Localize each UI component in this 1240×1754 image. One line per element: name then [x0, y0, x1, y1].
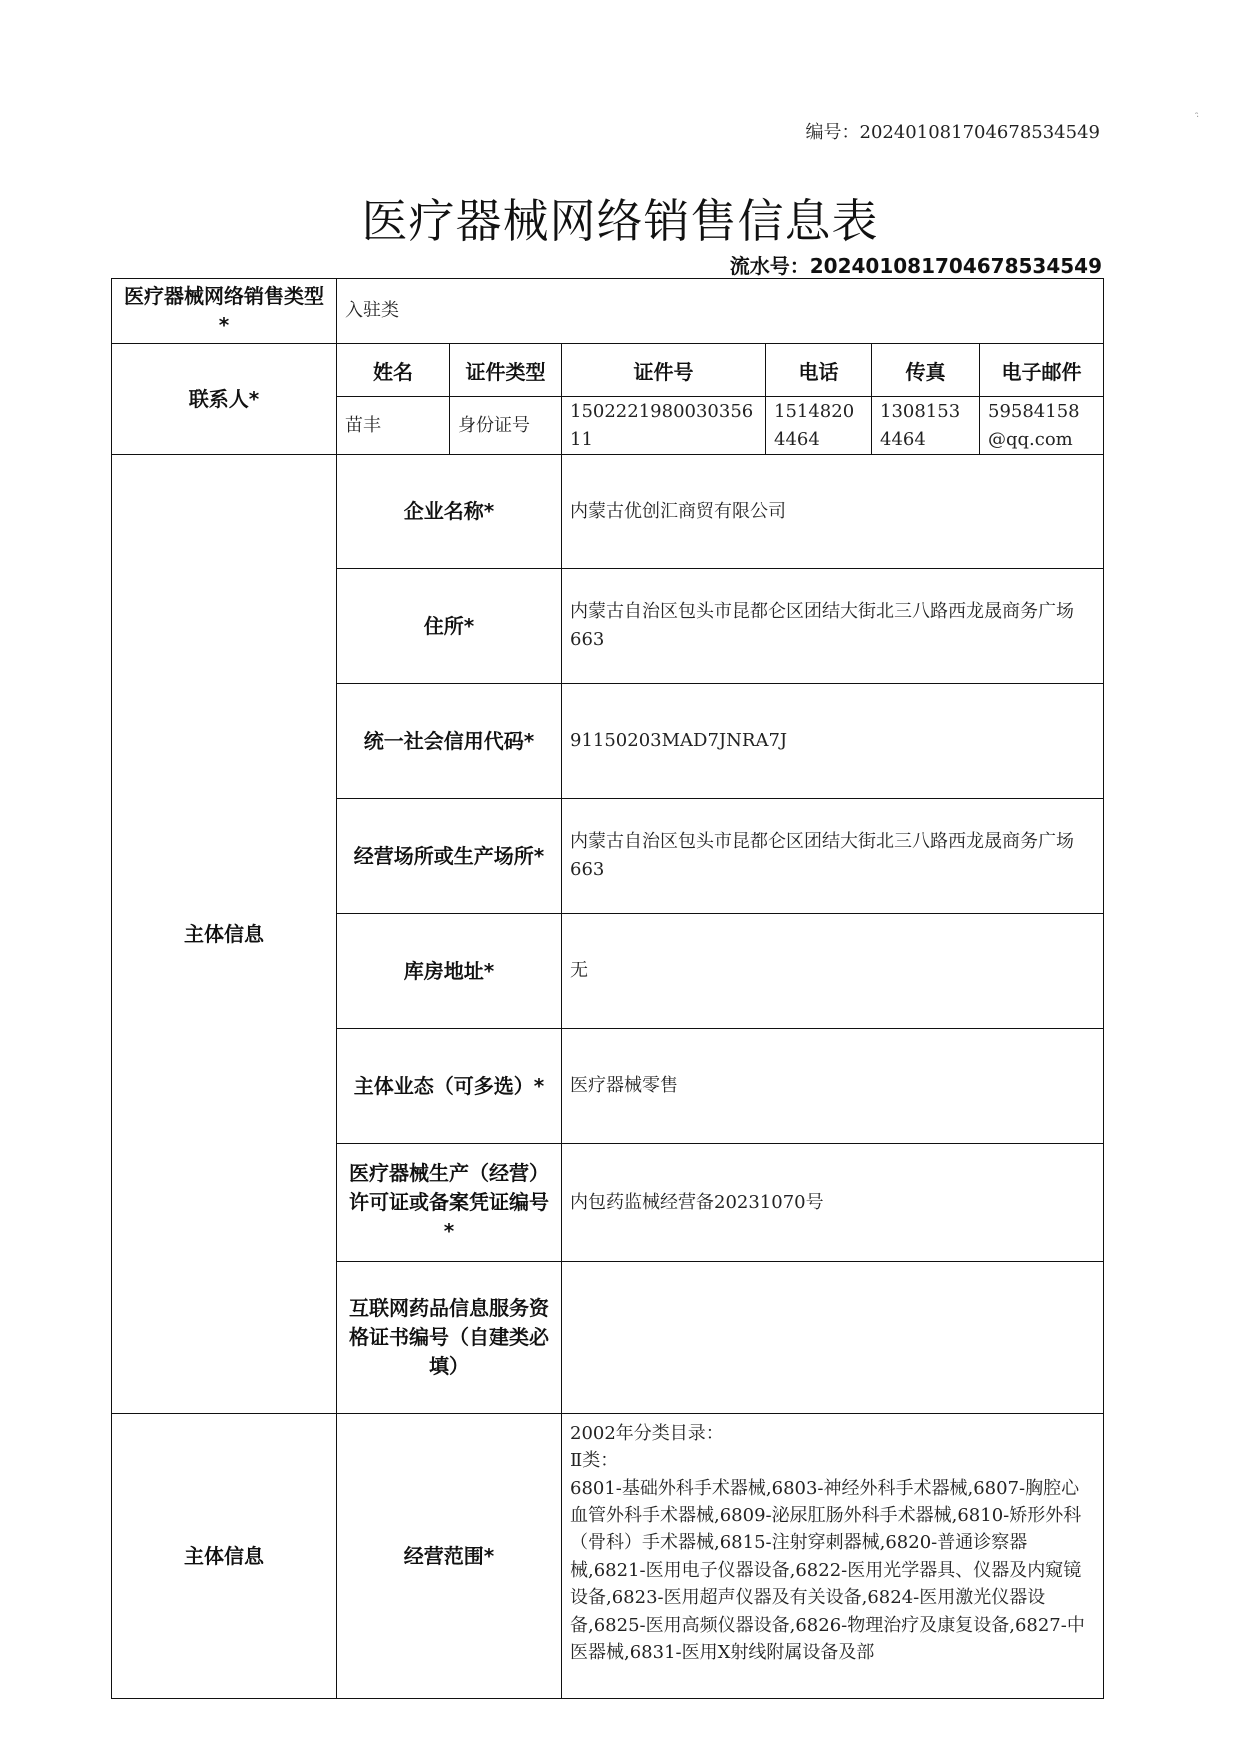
contact-label: 联系人* [112, 344, 337, 455]
flow-value: 20240108170467853454​9 [809, 254, 1102, 278]
document-serial [806, 118, 1101, 144]
field-value-license-number: 内包药监械经营备20231070号 [562, 1144, 1104, 1262]
scope-items-line: 6801-基础外科手术器械,6803-神经外科手术器械,6807-胸腔心血管外科手术器械,6809-泌尿肛肠外科手术器械,6810-矫形外科（骨科）手术器械,6815-注射穿刺器械,6820-普通诊察器械,6821-医用电子仪器设备,6822-医用光学器具、仪器及内窥镜设备,6823-医用超声仪器及有关设备,6824-医用激光仪器设备,6825-医用高频仪器设备,6826-物理治疗及康复设备,6827-中医器械,6831-医用X射线附属设备及部 [570, 1477, 1085, 1663]
serial-label: 编号： [805, 122, 860, 143]
contact-phone: 15148204464 [766, 397, 872, 455]
field-value-business-premises: 内蒙古自治区包头市昆都仑区团结大街北三八路西龙晟商务广场663 [562, 799, 1104, 914]
contact-header-row [112, 344, 1104, 397]
field-value-internet-cert [562, 1262, 1104, 1414]
contact-name: 苗丰 [337, 397, 450, 455]
field-label-business-premises: 经营场所或生产场所* [337, 799, 562, 914]
scope-value [562, 1414, 1104, 1699]
field-label-domicile: 住所* [337, 569, 562, 684]
field-value-business-form: 医疗器械零售 [562, 1029, 1104, 1144]
field-row-company-name [112, 455, 1104, 569]
scope-section-label: 主体信息 [112, 1414, 337, 1699]
field-label-company-name: 企业名称* [337, 455, 562, 569]
field-value-warehouse: 无 [562, 914, 1104, 1029]
contact-col-name: 姓名 [337, 344, 450, 397]
contact-id-type: 身份证号 [450, 397, 562, 455]
scope-label: 经营范围* [337, 1414, 562, 1699]
contact-id-number: 150222198003035611 [562, 397, 766, 455]
field-label-warehouse: 库房地址* [337, 914, 562, 1029]
scope-catalog-line: 2002年分类目录： [570, 1423, 724, 1444]
field-value-company-name: 内蒙古优创汇商贸有限公司 [562, 455, 1104, 569]
contact-col-fax: 传真 [872, 344, 980, 397]
serial-value: 20240108170467853454​9 [859, 122, 1100, 143]
contact-col-email: 电子邮件 [980, 344, 1104, 397]
field-value-domicile: 内蒙古自治区包头市昆都仑区团结大街北三八路西龙晟商务广场663 [562, 569, 1104, 684]
flow-label: 流水号： [729, 254, 810, 278]
scope-text [570, 1420, 1095, 1666]
scan-speck: ·̑ [1196, 112, 1200, 123]
field-value-credit-code: 91150203MAD7JNRA7J [562, 684, 1104, 799]
sales-type-label: 医疗器械网络销售类型* [112, 279, 337, 344]
field-label-internet-cert: 互联网药品信息服务资格证书编号（自建类必填） [337, 1262, 562, 1414]
contact-fax: 13081534464 [872, 397, 980, 455]
subject-info-label: 主体信息 [112, 455, 337, 1414]
field-label-license-number: 医疗器械生产（经营）许可证或备案凭证编号* [337, 1144, 562, 1262]
sales-info-table [111, 278, 1104, 1699]
sales-type-value: 入驻类 [337, 279, 1104, 344]
contact-email: 59584158@qq.com [980, 397, 1104, 455]
contact-col-phone: 电话 [766, 344, 872, 397]
field-label-business-form: 主体业态（可多选）* [337, 1029, 562, 1144]
scope-class-line: Ⅱ类： [570, 1450, 619, 1472]
contact-col-id-number: 证件号 [562, 344, 766, 397]
scope-row [112, 1414, 1104, 1699]
contact-col-id-type: 证件类型 [450, 344, 562, 397]
sales-type-row [112, 279, 1104, 344]
flow-number [730, 250, 1102, 279]
document-title: 医疗器械网络销售信息表 [361, 194, 879, 248]
field-label-credit-code: 统一社会信用代码* [337, 684, 562, 799]
